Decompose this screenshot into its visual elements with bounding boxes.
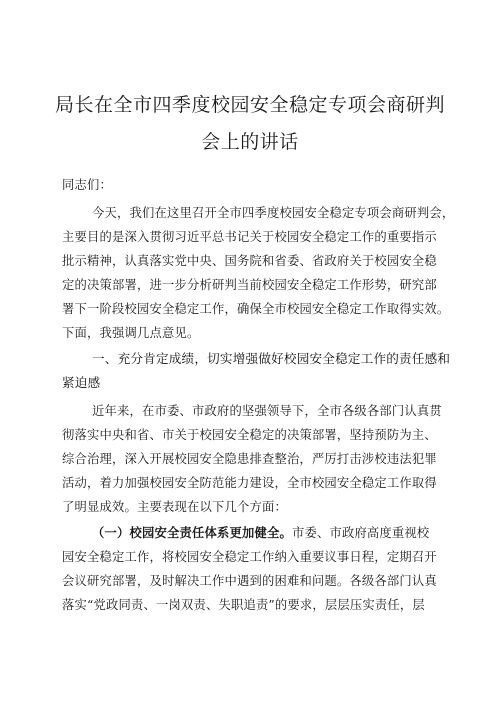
intro-line-3: 批示精神，认真落实党中央、国务院和省委、省政府关于校园安全稳: [62, 254, 437, 268]
section-1-heading-line-1: 一、充分肯定成绩，切实增强做好校园安全稳定工作的责任感和: [92, 351, 451, 366]
section-1-line-5: 了明显成效。主要表现在以下几个方面：: [62, 500, 287, 514]
intro-line-2: 主要目的是深入贯彻习近平总书记关于校园安全稳定工作的重要指示: [62, 230, 437, 244]
subsection-1-heading: （一）校园安全责任体系更加健全。: [92, 525, 292, 540]
intro-line-4: 定的决策部署，进一步分析研判当前校园安全稳定工作形势，研究部: [62, 278, 437, 292]
section-1-line-3: 综合治理，深入开展校园安全隐患排查整治，严厉打击涉校违法犯罪: [62, 452, 437, 466]
subsection-1-line-4: 落实“党政同责、一岗双责、失职追责”的要求，层层压实责任，层: [62, 598, 425, 612]
intro-line-6: 下面，我强调几点意见。: [62, 326, 200, 340]
subsection-1-line-3: 会议研究部署，及时解决工作中遇到的困难和问题。各级各部门认真: [62, 574, 437, 588]
subsection-1-line-1: [92, 524, 438, 542]
subsection-1-lead: 市委、市政府高度重视校: [291, 526, 430, 540]
intro-line-1: 今天，我们在这里召开全市四季度校园安全稳定专项会商研判会，: [92, 206, 455, 220]
intro-line-5: 署下一阶段校园安全稳定工作，确保全市校园安全稳定工作取得实效。: [62, 302, 450, 316]
section-1-line-4: 活动，着力加强校园安全防范能力建设，全市校园安全稳定工作取得: [62, 476, 437, 490]
subsection-1-line-2: 园安全稳定工作，将校园安全稳定工作纳入重要议事日程，定期召开: [62, 550, 437, 564]
section-1-line-2: 彻落实中央和省、市关于校园安全稳定的决策部署，坚持预防为主、: [62, 428, 437, 442]
section-1-heading-line-2: 紧迫感: [62, 375, 101, 390]
document-title-line-2: 会上的讲话: [201, 131, 299, 153]
greeting: 同志们：: [62, 178, 112, 192]
document-title-line-1: 局长在全市四季度校园安全稳定专项会商研判: [54, 94, 445, 116]
section-1-line-1: 近年来，在市委、市政府的坚强领导下，全市各级各部门认真贯: [92, 404, 442, 418]
